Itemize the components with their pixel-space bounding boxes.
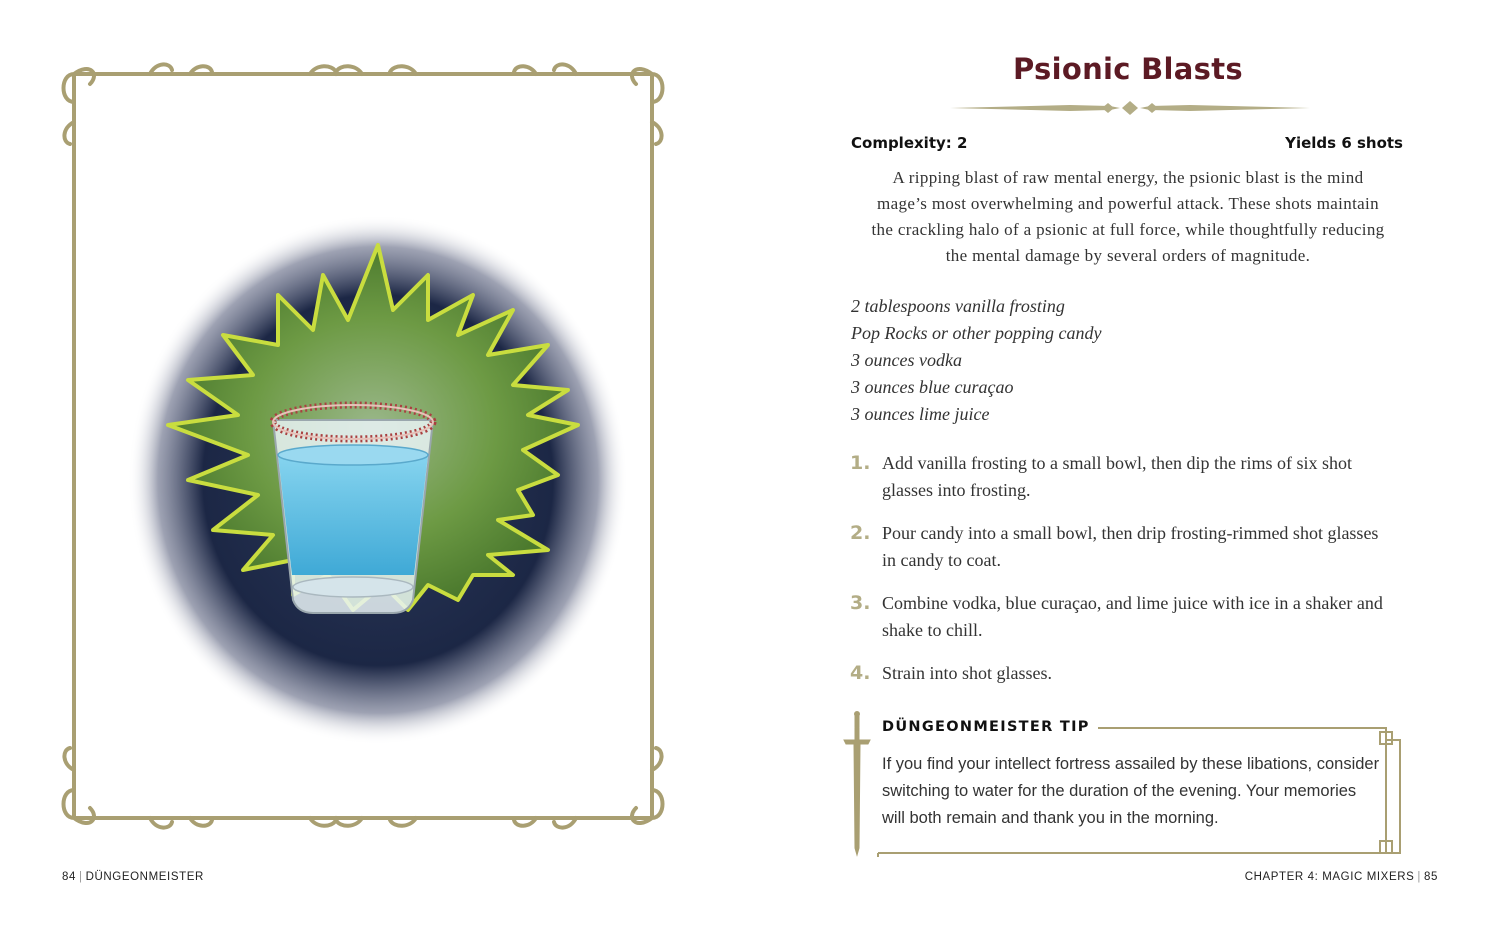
step-item — [850, 520, 1410, 574]
recipe-title: Psionic Blasts — [1013, 52, 1243, 86]
step-line: in candy to coat. — [882, 550, 1001, 570]
left-folio: 84 | DÜNGEONMEISTER — [62, 871, 204, 883]
tip-line: switching to water for the duration of the evening. Your memories — [882, 782, 1357, 800]
tip-line: will both remain and thank you in the morning. — [882, 809, 1219, 827]
recipe-meta — [851, 134, 1403, 152]
page-number-right: 85 — [1424, 871, 1438, 883]
shot-glass — [273, 405, 433, 613]
ingredient-item: 3 ounces lime juice — [851, 404, 990, 424]
step-number: 2. — [850, 522, 871, 544]
step-line: Strain into shot glasses. — [882, 663, 1052, 683]
tip-title: DÜNGEONMEISTER TIP — [882, 719, 1098, 735]
step-item — [850, 590, 1410, 644]
complexity-label: Complexity: 2 — [851, 134, 968, 152]
book-title: DÜNGEONMEISTER — [85, 871, 204, 883]
intro-line: A ripping blast of raw mental energy, the psionic blast is the mind — [892, 168, 1364, 187]
step-item — [850, 660, 1410, 687]
recipe-intro — [850, 165, 1406, 269]
intro-line: the crackling halo of a psionic at full force, while thoughtfully reducing — [871, 220, 1385, 239]
step-line: shake to chill. — [882, 620, 983, 640]
step-number: 4. — [850, 662, 871, 684]
ingredient-item: 3 ounces blue curaçao — [851, 377, 1014, 397]
tip-line: If you find your intellect fortress assailed by these libations, consider — [882, 755, 1380, 773]
tip-text — [882, 751, 1387, 832]
chapter-title: CHAPTER 4: MAGIC MIXERS — [1244, 871, 1415, 883]
ornamental-divider — [950, 98, 1310, 118]
step-line: Add vanilla frosting to a small bowl, then dip the rims of six shot — [882, 453, 1352, 473]
step-number: 3. — [850, 592, 871, 614]
ingredient-item: 3 ounces vodka — [851, 350, 962, 370]
ingredient-item: Pop Rocks or other popping candy — [851, 323, 1102, 343]
step-number: 1. — [850, 452, 871, 474]
right-folio: CHAPTER 4: MAGIC MIXERS | 85 — [1244, 871, 1438, 883]
step-item — [850, 450, 1410, 504]
step-line: glasses into frosting. — [882, 480, 1031, 500]
intro-line: the mental damage by several orders of magnitude. — [945, 246, 1311, 265]
intro-line: mage’s most overwhelming and powerful attack. These shots maintain — [877, 194, 1379, 213]
page-number-left: 84 — [62, 871, 76, 883]
ingredient-item: 2 tablespoons vanilla frosting — [851, 296, 1065, 316]
step-line: Combine vodka, blue curaçao, and lime juice with ice in a shaker and — [882, 593, 1383, 613]
ingredient-list — [851, 293, 1101, 428]
shot-glass-illustration — [128, 215, 628, 745]
step-line: Pour candy into a small bowl, then drip frosting-rimmed shot glasses — [882, 523, 1379, 543]
instruction-steps — [850, 450, 1410, 687]
yield-label: Yields 6 shots — [1285, 134, 1403, 152]
sword-icon — [844, 712, 870, 856]
